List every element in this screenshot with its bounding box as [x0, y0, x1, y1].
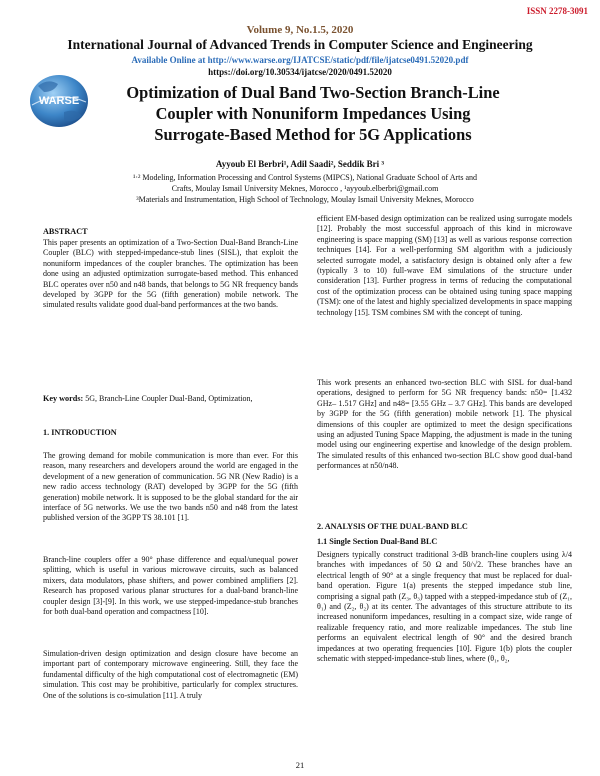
intro-heading: 1. INTRODUCTION	[43, 428, 117, 437]
subsection-heading: 1.1 Single Section Dual-Band BLC	[317, 537, 438, 546]
affiliation: ¹·² Modeling, Information Processing and Control Systems (MIPCS), National Graduate School of Arts and	[132, 173, 478, 182]
keywords	[43, 394, 298, 404]
paper-title	[98, 82, 528, 145]
journal-title: International Journal of Advanced Trends in Computer Science and Engineering	[67, 37, 533, 52]
doi-link[interactable]: https://doi.org/10.30534/ijatcse/2020/0491.52020	[208, 67, 392, 77]
keywords-label: Key words:	[43, 394, 84, 403]
affiliation: ³Materials and Instrumentation, High School of Technology, Moulay Ismail University Meknes, Morocco	[136, 195, 474, 204]
abstract-heading: ABSTRACT	[43, 227, 88, 236]
intro-paragraph: The growing demand for mobile communication is more than ever. For this reason, many researchers and developers around the world are engaged in the development of a new generation of communication. 5G NR (New Radio) is a new radio access technology (RAT) developed by 3GPP for the 5G (fifth generation) mobile network. It is supposed to be the global standard for the air interface of 5G networks. We use the two bands n50 and n48 from the latest published version of the 3GPP TS 38.101 [1].	[43, 451, 298, 523]
author-list: Ayyoub El Berbri¹, Adil Saadi², Seddik Bri ³	[215, 159, 385, 169]
abstract-text: This paper presents an optimization of a Two-Section Dual-Band Branch-Line Coupler (BLC) with stepped-impedance-stub lines (SISL), that exploit the nonuniform impedances of the coupler branches. The optimization has been done using an adjusted optimization surrogate-based method. This enhanced BLC operates over n50 and n48 bands, that belongs to 5G NR frequency bands developed by 3GPP for the 5G (fifth generation) mobile network. The simulated results validate good dual-band performances at the two bands.	[43, 238, 298, 310]
body-paragraph: efficient EM-based design optimization can be realized using surrogate models [12]. Probably the most successful approach of this kind in microwave engineering is space mapping (SM) [13] as well as various response correction techniques [14]. For a well-performing SM algorithm with a judiciously selected surrogate model, a satisfactory design is obtained only after a few (typically 3 to 10) full-wave EM simulations of the structure under consideration [13]. Further progress in terms of reducing the computational cost of the optimization process can be obtained using tuning space mapping (TSM): one of the latest and highly specialized developments in space mapping technology [15]. TSM combines SM with the concept of tuning.	[317, 214, 572, 317]
title-line: Optimization of Dual Band Two-Section Branch-Line	[126, 83, 500, 102]
page-number: 21	[295, 760, 305, 770]
intro-paragraph: Simulation-driven design optimization and design closure have become an important part of contemporary microwave engineering. Still, they face the fundamental difficulty of the high computational cost of electromagnetic (EM) simulation. This cost may be prohibitive, particularly for complex structures. One of the solutions is co-simulation [11]. A truly	[43, 649, 298, 700]
title-line: Coupler with Nonuniform Impedances Using	[155, 104, 471, 123]
affiliation: Crafts, Moulay Ismail University Meknes, Morocco , ¹ayyoub.elberbri@gmail.com	[171, 184, 439, 193]
warse-logo	[28, 72, 90, 130]
section-heading: 2. ANALYSIS OF THE DUAL-BAND BLC	[317, 522, 468, 531]
body-paragraph: Designers typically construct traditional 3-dB branch-line couplers using λ/4 branches with impedances of 50 Ω and 50/√2. These branches have an electrical length of 90° at a single frequency that must be replaced for dual-band operation. Figure 1(a) presents the stepped impedance stub line, comprising a signal path (Z₃, θ₃) tapped with a stepped-impedance stub of (Z₁, θ₁) and (Z₂, θ₂) at its center. The advantages of this structure attribute to its increased nonuniform impedances, resulting in a compact size, wide range of realizable frequency ratio, and more realizable impedances. The stub line performs an equivalent electrical length of 90° and the desired branch impedances at two operating frequencies [10]. Figure 1(b) plots the coupler schematic with stepped-impedance-stub lines, where (θ₁, θ₂,	[317, 550, 572, 664]
globe-icon	[28, 72, 90, 130]
logo-text: WARSE	[38, 95, 80, 107]
keywords-text: 5G, Branch-Line Coupler Dual-Band, Optimization,	[83, 394, 253, 403]
intro-paragraph: Branch-line couplers offer a 90° phase difference and equal/unequal power splitting, which is useful in various microwave circuits, such as balanced mixers, data modulators, phase shifters, and power combined amplifiers [2]. Research has proposed various planar structures for a dual-band branch-line coupler design [3]-[9]. In this work, we use stepped-impedance-stub branches for both dual-band operation and compactness [10].	[43, 555, 298, 617]
title-line: Surrogate-Based Method for 5G Applications	[154, 125, 472, 144]
online-link[interactable]: Available Online at http://www.warse.org/IJATCSE/static/pdf/file/ijatcse0491.52020.pdf	[131, 55, 469, 65]
issn-label: ISSN 2278-3091	[526, 6, 588, 16]
volume-label: Volume 9, No.1.5, 2020	[246, 24, 354, 36]
body-paragraph: This work presents an enhanced two-section BLC with SISL for dual-band operations, designed to perform for 5G NR frequency bands: n50= [1.432 GHz– 1.517 GHz] and n48= [3.55 GHz – 3.7 GHz]. This bands are developed by 3GPP for the 5G (fifth generation) mobile network [1]. The physical dimensions of this coupler are optimized to meet the design specifications using an adjusted Tuning Space Mapping, the adjustment is made in the tuning model using our engineering expertise and knowledge of the design problem. The simulated results of this enhanced two-section BLC show good dual-band performances at n50/n48.	[317, 378, 572, 471]
